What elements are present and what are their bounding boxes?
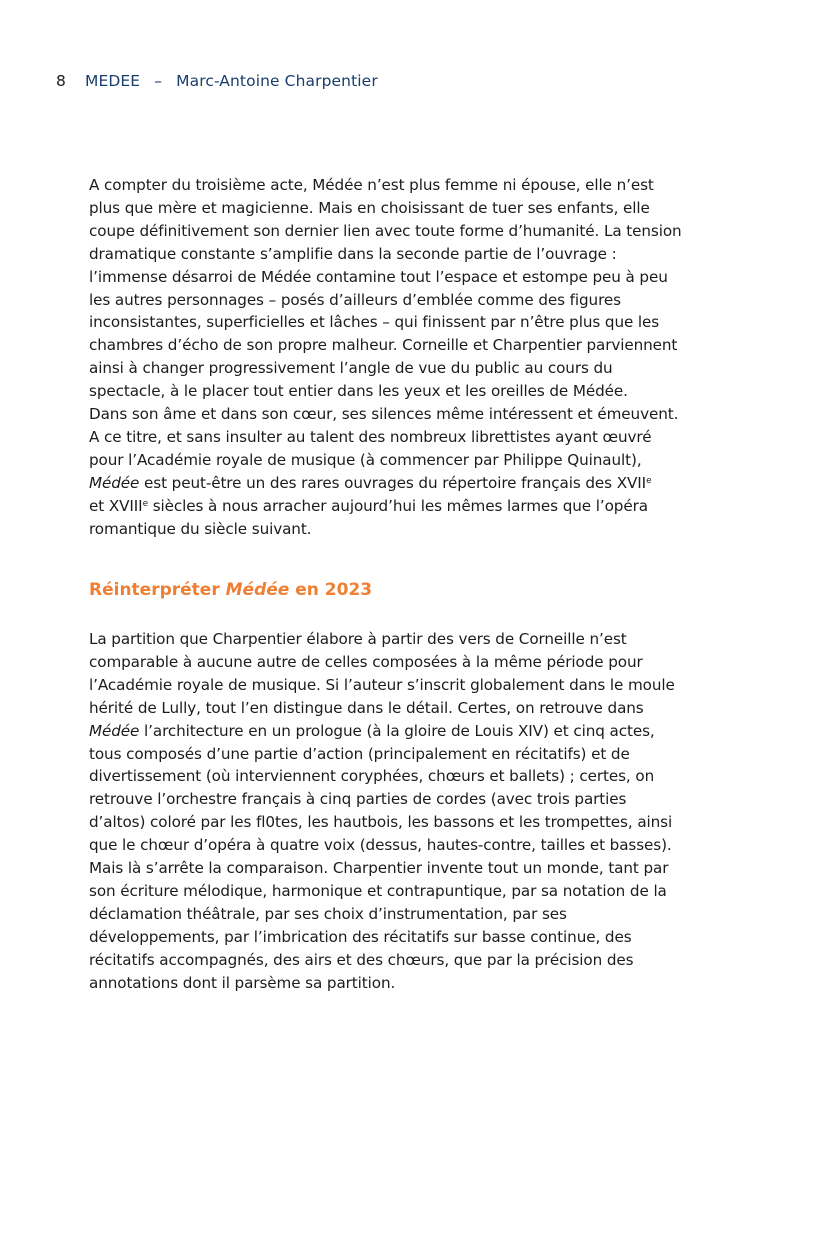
text-line: romantique du siècle suivant. — [89, 519, 312, 538]
text-span: et XVIII — [89, 496, 143, 515]
text-line: coupe définitivement son dernier lien avec toute forme d’humanité. La tension — [89, 221, 682, 240]
text-span: l’architecture en un prologue (à la gloire de Louis XIV) et cinq actes, — [139, 721, 655, 740]
text-line: hérité de Lully, tout l’en distingue dans le détail. Certes, on retrouve dans — [89, 698, 644, 717]
text-line: spectacle, à le placer tout entier dans les yeux et les oreilles de Médée. — [89, 382, 628, 401]
text-line: tous composés d’une partie d’action (principalement en récitatifs) et de — [89, 744, 630, 763]
heading-text: Réinterpréter — [89, 580, 226, 600]
text-line: chambres d’écho de son propre malheur. Corneille et Charpentier parviennent — [89, 336, 678, 355]
text-line: pour l’Académie royale de musique (à commencer par Philippe Quinault), — [89, 450, 642, 469]
text-line: divertissement (où interviennent coryphées, chœurs et ballets) ; certes, on — [89, 767, 655, 786]
section-heading — [89, 580, 372, 600]
text-line: récitatifs accompagnés, des airs et des chœurs, que par la précision des — [89, 950, 634, 969]
paragraph-1 — [89, 174, 739, 541]
text-line: Mais là s’arrête la comparaison. Charpentier invente tout un monde, tant par — [89, 859, 669, 878]
text-line — [89, 495, 739, 518]
page-number: 8 — [56, 72, 66, 90]
book-title: MEDEE — [85, 72, 141, 90]
text-line: comparable à aucune autre de celles composées à la même période pour — [89, 652, 643, 671]
text-line: l’immense désarroi de Médée contamine tout l’espace et estompe peu à peu — [89, 267, 668, 286]
text-line: son écriture mélodique, harmonique et contrapuntique, par sa notation de la — [89, 881, 667, 900]
text-line: Dans son âme et dans son cœur, ses silences même intéressent et émeuvent. — [89, 405, 679, 424]
text-line: ainsi à changer progressivement l’angle de vue du public au cours du — [89, 359, 613, 378]
text-line: l’Académie royale de musique. Si l’auteur s’inscrit globalement dans le moule — [89, 675, 675, 694]
text-line: La partition que Charpentier élabore à partir des vers de Corneille n’est — [89, 630, 627, 648]
superscript: e — [142, 498, 148, 509]
superscript: e — [646, 475, 652, 486]
text-line: inconsistantes, superficielles et lâches – qui finissent par n’être plus que les — [89, 313, 660, 332]
heading-text: en 2023 — [289, 580, 373, 600]
text-line: les autres personnages – posés d’ailleurs d’emblée comme des figures — [89, 290, 621, 309]
text-line — [89, 720, 739, 743]
text-line: développements, par l’imbrication des récitatifs sur basse continue, des — [89, 927, 632, 946]
text-line: annotations dont il parsème sa partition. — [89, 973, 396, 992]
composer-name: Marc-Antoine Charpentier — [176, 72, 378, 90]
text-span: siècles à nous arracher aujourd’hui les mêmes larmes que l’opéra — [148, 496, 648, 515]
italic-title: Médée — [89, 473, 140, 492]
italic-title: Médée — [89, 721, 140, 740]
text-line: déclamation théâtrale, par ses choix d’instrumentation, par ses — [89, 904, 567, 923]
heading-italic: Médée — [225, 580, 290, 600]
text-line: que le chœur d’opéra à quatre voix (dessus, hautes-contre, tailles et basses). — [89, 836, 672, 855]
running-head — [56, 72, 378, 90]
text-line: dramatique constante s’amplifie dans la seconde partie de l’ouvrage : — [89, 244, 617, 263]
text-line — [89, 472, 739, 495]
text-span: est peut-être un des rares ouvrages du répertoire français des XVII — [144, 473, 647, 492]
text-line: plus que mère et magicienne. Mais en choisissant de tuer ses enfants, elle — [89, 198, 650, 217]
text-line: retrouve l’orchestre français à cinq parties de cordes (avec trois parties — [89, 790, 627, 809]
paragraph-2 — [89, 628, 739, 995]
text-line: d’altos) coloré par les fl0tes, les hautbois, les bassons et les trompettes, ainsi — [89, 813, 673, 832]
text-line: A ce titre, et sans insulter au talent des nombreux librettistes ayant œuvré — [89, 427, 652, 446]
text-line: A compter du troisième acte, Médée n’est plus femme ni épouse, elle n’est — [89, 176, 654, 194]
title-separator: – — [154, 72, 163, 90]
